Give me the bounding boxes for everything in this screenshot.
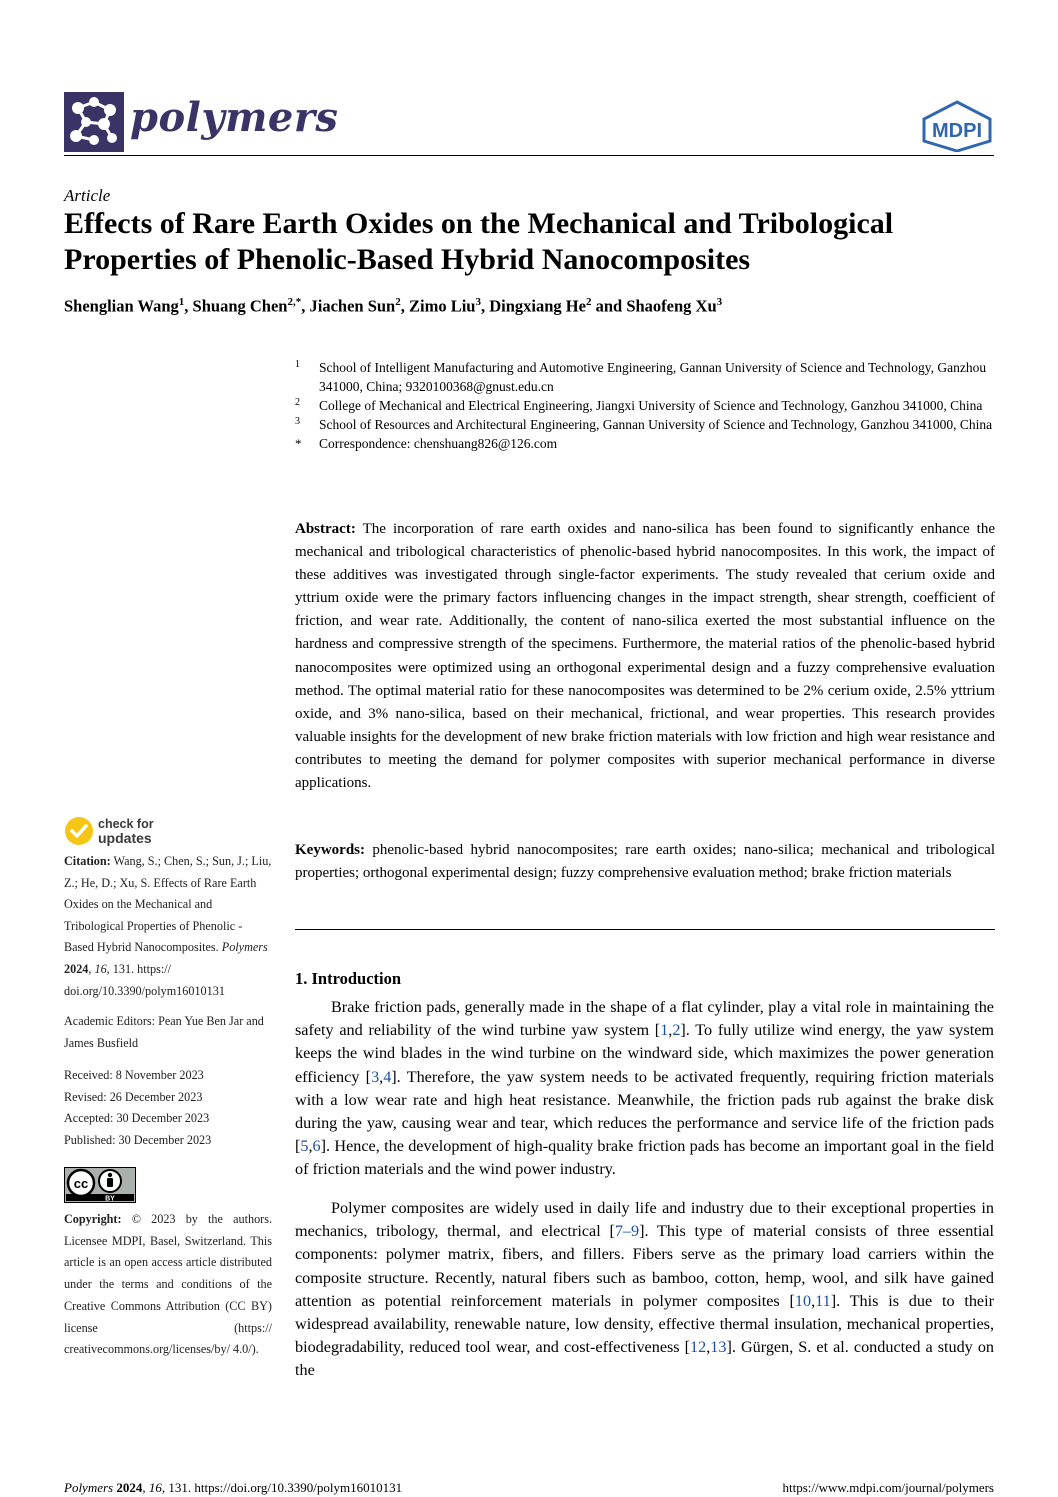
- check-updates-line-2: updates: [98, 830, 152, 846]
- abstract-text: The incorporation of rare earth oxides and nano-silica has been found to significantly enhance the mechanical and tribological characteristics of phenolic-based hybrid nanocomposites. In this work, the impact of these additives was investigated through single-factor experiments. The study revealed that cerium oxide and yttrium oxide were the primary factors influencing changes in the impact strength, shear strength, coefficient of friction, and wear rate. Additionally, the content of nano-silica exerted the most substantial influence on the hardness and compressive strength of the specimens. Furthermore, the material ratios of the phenolic-based hybrid nanocomposites were optimized using an orthogonal experimental design and a fuzzy comprehensive evaluation method. The optimal material ratio for these nanocomposites was determined to be 2% cerium oxide, 2.5% yttrium oxide, and 3% nano-silica, based on their mechanical, frictional, and wear properties. This research provides valuable insights for the development of new brake friction materials with low friction and high wear resistance and contributes to meeting the demand for polymer composites with superior mechanical performance in diverse applications.: [295, 521, 995, 792]
- author-name: Shaofeng Xu: [626, 296, 717, 316]
- date-item: Revised: 26 December 2023: [64, 1089, 203, 1104]
- date-item: Published: 30 December 2023: [64, 1132, 212, 1147]
- text-segment: Polymer composites are widely used in daily life and industry due to their exceptional properties in mechanics, tribology, thermal, and electrical [: [295, 1199, 994, 1241]
- author-separator: ,: [184, 296, 193, 316]
- intro-paragraph-1: [295, 996, 994, 1182]
- citation-journal: Polymers: [221, 940, 268, 955]
- author-name: Dingxiang He: [489, 296, 586, 316]
- footer-volume: 16: [148, 1480, 162, 1495]
- title-line-1: Effects of Rare Earth Oxides on the Mechanical and Tribological: [64, 207, 894, 240]
- author-separator: ,: [480, 296, 490, 316]
- reference-link[interactable]: 11: [815, 1291, 831, 1310]
- text-segment: ,: [811, 1291, 816, 1310]
- header-divider: [64, 155, 994, 156]
- affiliation-text: School of Resources and Architectural Engineering, Gannan University of Science and Technology, Ganzhou 341000, China: [319, 417, 993, 432]
- text-segment: ]. This is due to their widespread availability, renewable nature, low density, effective thermal insulation, mechanical properties, biodegradability, reduced tool wear, and cost-effectiveness [: [295, 1291, 994, 1357]
- academic-editors: Academic Editors: Pean Yue Ben Jar and James Busfield: [64, 1014, 264, 1050]
- author-name: Shenglian Wang: [64, 296, 179, 316]
- reference-link[interactable]: 6: [312, 1137, 321, 1156]
- reference-link[interactable]: 1: [660, 1021, 669, 1040]
- copyright-block: [64, 1209, 272, 1361]
- footer-doi[interactable]: , 131. https://doi.org/10.3390/polym16010131: [161, 1480, 403, 1495]
- author-affiliation-mark: 2,*: [287, 296, 302, 308]
- text-segment: ]. Hence, the development of high-quality brake friction pads has become an important goal in the field of friction materials and the wind power industry.: [295, 1137, 994, 1179]
- citation-text: Wang, S.; Chen, S.; Sun, J.; Liu, Z.; He, D.; Xu, S. Effects of Rare Earth Oxides on the Mechanical and Tribological Properties of Phenolic -Based Hybrid Nanocomposites.: [64, 854, 272, 955]
- footer-citation: Polymers 2024, 16, 131. https://doi.org/10.3390/polym16010131: [64, 1480, 403, 1495]
- author-name: Zimo Liu: [408, 296, 476, 316]
- article-title: [64, 206, 1004, 278]
- text-segment: ]. To fully utilize wind energy, the yaw system keeps the wind blades in the wind turbine on the windward side, which maximizes the power generation efficiency [: [295, 1021, 994, 1086]
- affiliation-mark: 3: [295, 416, 300, 427]
- affiliations: [295, 358, 995, 453]
- author-separator: ,: [301, 296, 310, 316]
- text-segment: ,: [379, 1067, 384, 1086]
- reference-link[interactable]: 4: [383, 1067, 392, 1086]
- article-type-label: Article: [64, 186, 111, 205]
- section-heading-introduction: 1. Introduction: [295, 969, 402, 988]
- reference-link[interactable]: 5: [300, 1137, 309, 1156]
- affiliation-text: Correspondence: chenshuang826@126.com: [319, 436, 558, 451]
- title-line-2: Properties of Phenolic-Based Hybrid Nanocomposites: [64, 243, 751, 276]
- keywords-label: Keywords:: [295, 842, 365, 858]
- affiliation-item: [295, 396, 995, 415]
- footer-journal: Polymers: [64, 1480, 114, 1495]
- author-affiliation-mark: 2: [585, 296, 592, 308]
- author-affiliation-mark: 1: [178, 296, 185, 308]
- footer-journal-url[interactable]: https://www.mdpi.com/journal/polymers: [782, 1480, 994, 1495]
- keywords-text: phenolic-based hybrid nanocomposites; rare earth oxides; nano-silica; mechanical and tribological properties; orthogonal experimental design; fuzzy comprehensive evaluation method; brake friction materials: [295, 842, 996, 881]
- text-segment: ,: [308, 1137, 313, 1156]
- affiliation-item: [295, 434, 995, 453]
- text-segment: Brake friction pads, generally made in the shape of a flat cylinder, play a vital role in maintaining the safety and reliability of the wind turbine yaw system [: [295, 998, 994, 1040]
- affiliation-item: [295, 415, 995, 434]
- citation-year: 2024: [64, 961, 89, 976]
- author-name: Shuang Chen: [192, 296, 288, 316]
- mdpi-logo-text: MDPI: [932, 120, 982, 142]
- affiliation-mark: 1: [295, 359, 300, 370]
- by-text: BY: [105, 1195, 115, 1203]
- affiliation-text: College of Mechanical and Electrical Engineering, Jiangxi University of Science and Technology, Ganzhou 341000, China: [319, 398, 983, 413]
- intro-paragraph-2: [295, 1197, 994, 1383]
- copyright-text: © 2023 by the authors. Licensee MDPI, Basel, Switzerland. This article is an open access article distributed under the terms and conditions of the Creative Commons Attribution (CC BY) license (https:// creativecommons.org/licenses/by/ 4.0/).: [64, 1212, 273, 1357]
- abstract: [295, 518, 995, 795]
- date-item: Accepted: 30 December 2023: [64, 1111, 210, 1126]
- affiliation-mark: *: [295, 436, 302, 451]
- citation-block: Citation: Wang, S.; Chen, S.; Sun, J.; Liu, Z.; He, D.; Xu, S. Effects of Rare Earth Oxides on the Mechanical and Tribological Properties of Phenolic -Based Hybrid Nanocomposites. Polymers 2024, 16, 131. https:// doi.org/10.3390/polym16010131: [64, 854, 272, 998]
- reference-link[interactable]: 7–9: [614, 1222, 640, 1241]
- check-updates-label: [98, 817, 154, 845]
- reference-link[interactable]: 2: [672, 1021, 681, 1040]
- reference-link[interactable]: 13: [710, 1338, 727, 1357]
- reference-link[interactable]: 10: [794, 1291, 812, 1310]
- check-updates-icon: [64, 816, 94, 846]
- author-separator: and: [591, 296, 627, 316]
- text-segment: ,: [706, 1338, 711, 1357]
- polymers-logo-icon: [64, 92, 124, 152]
- citation-volume: 16: [94, 961, 107, 976]
- check-for-updates-button[interactable]: [64, 816, 174, 848]
- reference-link[interactable]: 3: [371, 1067, 380, 1086]
- text-segment: ]. This type of material consists of three essential components: polymer matrix, fibers, and fillers. Fibers serve as the primary load carriers within the composite structure. Recently, natural fibers such as bamboo, cotton, hemp, wool, and silk have gained attention as potential reinforcement materials in polymer composites [: [295, 1222, 994, 1310]
- keywords: [295, 839, 995, 885]
- affiliation-text: School of Intelligent Manufacturing and Automotive Engineering, Gannan University of Science and Technology, Ganzhou 341000, China; 9320100368@gnust.edu.cn: [319, 360, 987, 394]
- check-updates-line-1: check for: [98, 817, 154, 831]
- affiliation-item: [295, 358, 995, 396]
- citation-label: Citation:: [64, 854, 111, 868]
- author-name: Jiachen Sun: [309, 296, 396, 316]
- author-affiliation-mark: 3: [475, 296, 481, 308]
- mdpi-logo-icon: [920, 100, 994, 152]
- text-segment: ]. Therefore, the yaw system needs to be activated frequently, requiring friction materials with a low wear rate and high heat resistance. Meanwhile, the friction pads rub against the brake disk during the yaw, causing wear and tear, which reduces the performance and service life of the friction pads [: [295, 1067, 994, 1156]
- footer-year: 2024: [116, 1480, 143, 1495]
- copyright-label: Copyright:: [64, 1212, 122, 1226]
- date-item: Received: 8 November 2023: [64, 1068, 204, 1082]
- cc-text: cc: [73, 1176, 89, 1191]
- affiliation-mark: 2: [295, 397, 300, 408]
- citation-doi[interactable]: , 131. https:// doi.org/10.3390/polym16010131: [64, 961, 225, 998]
- abstract-label: Abstract:: [295, 521, 356, 537]
- author-separator: ,: [400, 296, 409, 316]
- publication-dates: [64, 1065, 272, 1151]
- author-affiliation-mark: 3: [716, 296, 723, 308]
- text-segment: ]. Gürgen, S. et al. conducted a study on the: [295, 1338, 995, 1380]
- cc-by-license-icon[interactable]: [64, 1167, 136, 1203]
- section-divider: [295, 929, 995, 930]
- paragraph-text: [295, 996, 994, 1182]
- author-list: [64, 296, 722, 317]
- journal-name: polymers: [130, 94, 339, 141]
- author-affiliation-mark: 2: [395, 296, 401, 308]
- paragraph-text: [295, 1197, 994, 1383]
- reference-link[interactable]: 12: [690, 1338, 707, 1357]
- text-segment: ,: [668, 1021, 673, 1040]
